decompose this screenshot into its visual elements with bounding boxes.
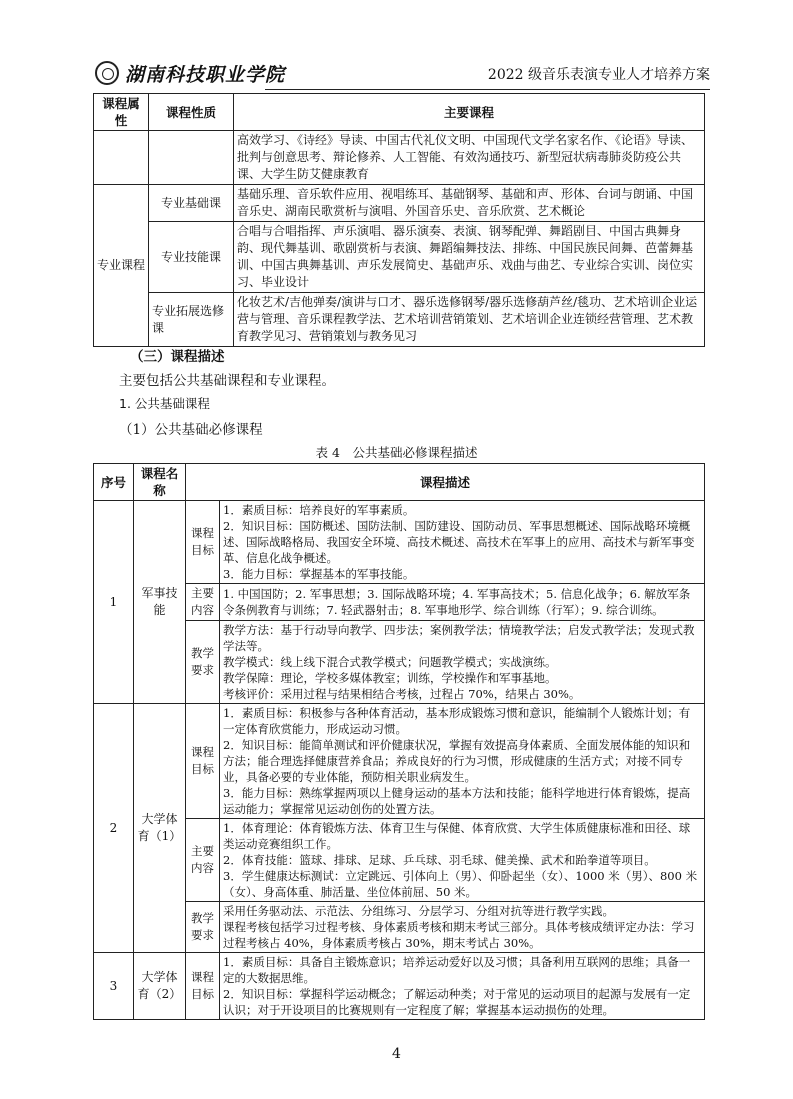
- header-cell: 课程性质: [149, 94, 234, 131]
- row-label-cell: 教学要求: [186, 621, 220, 704]
- subsection-heading: 1. 公共基础课程: [119, 396, 210, 411]
- course-number-cell: 3: [94, 953, 134, 1020]
- row-label-cell: 课程目标: [186, 501, 220, 584]
- course-number-cell: 1: [94, 501, 134, 704]
- nature-cell: 专业技能课: [149, 222, 234, 293]
- table-row: [94, 621, 705, 704]
- description-cell: 1．体育理论：体育锻炼方法、体育卫生与保健、体育欣赏、大学生体质健康标准和田径、球类运动竞赛组织工作。 2．体育技能：篮球、排球、足球、乒乓球、羽毛球、健美操、武术和跆拳道等项目。 3．学生健康达标测试：立定跳远、引体向上（男）、仰卧起坐（女）、1000 米（男）、800 米（女）、身高体重、肺活量、坐位体前屈、50 米。: [220, 819, 705, 902]
- table-row: [94, 131, 705, 185]
- table-caption: 表 4 公共基础必修课程描述: [315, 445, 478, 460]
- nature-cell: [149, 131, 234, 185]
- row-label-cell: 主要内容: [186, 584, 220, 621]
- school-seal-icon: [95, 61, 119, 85]
- course-number-cell: 2: [94, 704, 134, 953]
- header-cell: 序号: [94, 464, 134, 501]
- courses-cell: 高效学习、《诗经》导读、中国古代礼仪文明、中国现代文学名家名作、《论语》导读、批判与创意思考、辩论修养、人工智能、有效沟通技巧、新型冠状病毒肺炎防疫公共课、大学生防艾健康教育: [234, 131, 705, 185]
- category-cell: 专业课程: [94, 185, 149, 347]
- table-row: [94, 584, 705, 621]
- course-name-cell: 大学体育（2）: [134, 953, 186, 1020]
- table-row: [94, 185, 705, 222]
- table-row: [94, 222, 705, 293]
- row-label-cell: 课程目标: [186, 953, 220, 1020]
- table-row: [94, 819, 705, 902]
- description-cell: 1．素质目标：具备自主锻炼意识；培养运动爱好以及习惯；具备利用互联网的思维；具备一定的大数据思维。 2．知识目标：掌握科学运动概念；了解运动种类；对于常见的运动项目的起源与发展有一定认识；对于开设项目的比赛规则有一定程度了解；掌握基本运动损伤的处理。: [220, 953, 705, 1020]
- subsubsection-heading: （1）公共基础必修课程: [119, 422, 263, 438]
- course-structure-table: [93, 93, 705, 347]
- header-cell: 课程名称: [134, 464, 186, 501]
- header-cell: 主要课程: [234, 94, 705, 131]
- table-row: [94, 501, 705, 584]
- school-logo: [95, 58, 285, 88]
- table-row: [94, 902, 705, 953]
- description-cell: 1．素质目标：培养良好的军事素质。 2．知识目标：国防概述、国防法制、国防建设、国防动员、军事思想概述、国际战略环境概述、国际战略格局、我国安全环境、高技术概述、高技术在军事上的应用、高技术与新军事变革、信息化战争概述。 3．能力目标：掌握基本的军事技能。: [220, 501, 705, 584]
- courses-cell: 合唱与合唱指挥、声乐演唱、器乐演奏、表演、钢琴配弹、舞蹈剧目、中国古典舞身韵、现代舞基训、歌剧赏析与表演、舞蹈编舞技法、排练、中国民族民间舞、芭蕾舞基训、中国古典舞基训、声乐发展简史、基础声乐、戏曲与曲艺、专业综合实训、岗位实习、毕业设计: [234, 222, 705, 293]
- section-intro: 主要包括公共基础课程和专业课程。: [119, 373, 335, 389]
- description-cell: 1．素质目标：积极参与各种体育活动，基本形成锻炼习惯和意识，能编制个人锻炼计划；有一定体育欣赏能力，形成运动习惯。 2．知识目标：能简单测试和评价健康状况，掌握有效提高身体素质、全面发展体能的知识和方法；能合理选择健康营养食品；养成良好的行为习惯，形成健康的生活方式；对接不同专业，具备必要的专业体能，预防相关职业病发生。 3．能力目标：熟练掌握两项以上健身运动的基本方法和技能；能科学地进行体育锻炼，提高运动能力；掌握常见运动创伤的处置方法。: [220, 704, 705, 819]
- nature-cell: 专业拓展选修课: [149, 293, 234, 347]
- course-description-body: [94, 501, 705, 1020]
- school-name: 湖南科技职业学院: [125, 63, 286, 86]
- table-header-row: [94, 464, 705, 501]
- category-cell: [94, 131, 149, 185]
- row-label-cell: 课程目标: [186, 704, 220, 819]
- courses-cell: 基础乐理、音乐软件应用、视唱练耳、基础钢琴、基础和声、形体、台词与朗诵、中国音乐史、湖南民歌赏析与演唱、外国音乐史、音乐欣赏、艺术概论: [234, 185, 705, 222]
- nature-cell: 专业基础课: [149, 185, 234, 222]
- section-heading: （三）课程描述: [130, 349, 225, 365]
- page-number: 4: [392, 1046, 401, 1062]
- table-header-row: [94, 94, 705, 131]
- header-rule: [265, 89, 710, 90]
- description-cell: 1. 中国国防；2. 军事思想；3. 国际战略环境；4. 军事高技术；5. 信息化战争；6. 解放军条令条例教育与训练；7. 轻武器射击；8. 军事地形学、综合训练（行军）；9. 综合训练。: [220, 584, 705, 621]
- table-row: [94, 704, 705, 819]
- table-row: [94, 953, 705, 1020]
- page-header: [95, 52, 710, 90]
- row-label-cell: 主要内容: [186, 819, 220, 902]
- header-cell: 课程描述: [186, 464, 705, 501]
- document-title: 2022 级音乐表演专业人才培养方案: [487, 67, 710, 83]
- row-label-cell: 教学要求: [186, 902, 220, 953]
- description-cell: 采用任务驱动法、示范法、分组练习、分层学习、分组对抗等进行教学实践。 课程考核包括学习过程考核、身体素质考核和期末考试三部分。具体考核成绩评定办法：学习过程考核占 40%，身体素质考核占 30%，期末考试占 30%。: [220, 902, 705, 953]
- courses-cell: 化妆艺术/吉他弹奏/演讲与口才、器乐选修钢琴/器乐选修葫芦丝/毯功、艺术培训企业运营与管理、音乐课程教学法、艺术培训营销策划、艺术培训企业连锁经营管理、艺术教育教学见习、营销策划与教务见习: [234, 293, 705, 347]
- course-name-cell: 大学体育（1）: [134, 704, 186, 953]
- header-cell: 课程属性: [94, 94, 149, 131]
- course-name-cell: 军事技能: [134, 501, 186, 704]
- table-row: [94, 293, 705, 347]
- course-description-table: [93, 463, 705, 1020]
- description-cell: 教学方法：基于行动导向教学、四步法；案例教学法；情境教学法；启发式教学法；发现式教学法等。 教学模式：线上线下混合式教学模式；问题教学模式；实战演练。 教学保障：理论，学校多媒体教室；训练，学校操作和军事基地。 考核评价：采用过程与结果相结合考核，过程占 70%，结果占 30%。: [220, 621, 705, 704]
